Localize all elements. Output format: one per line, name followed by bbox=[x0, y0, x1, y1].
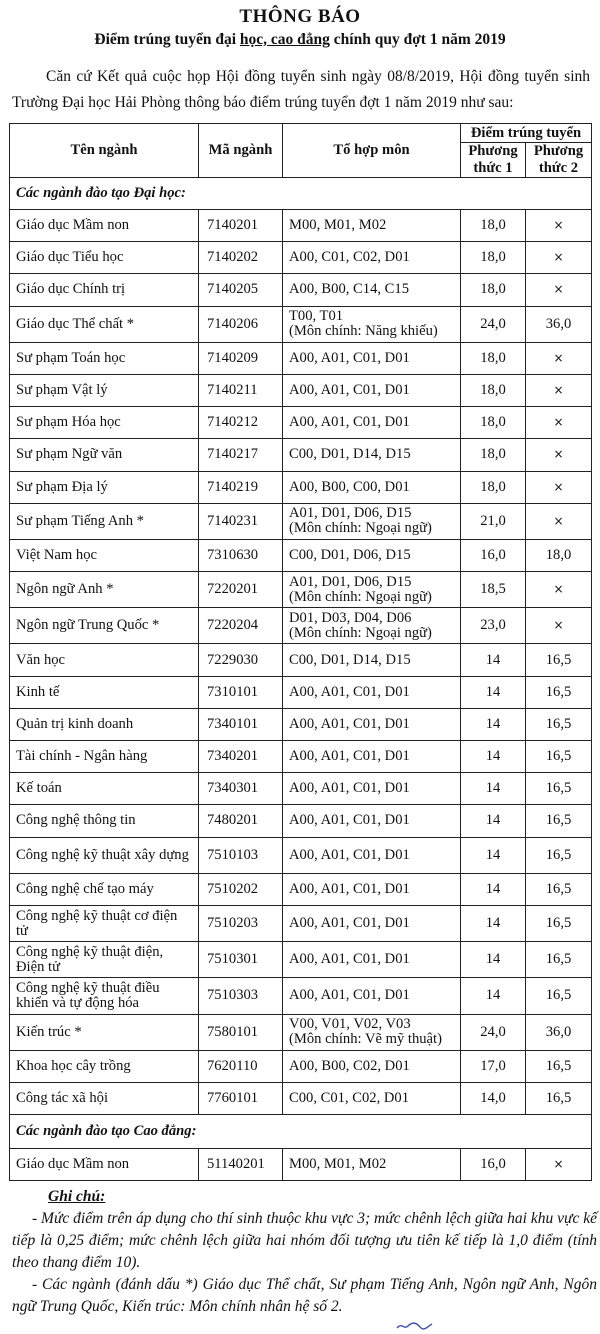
table-row bbox=[10, 741, 592, 773]
score-method-1: 14 bbox=[461, 905, 526, 941]
table-row bbox=[10, 978, 592, 1014]
major-name: Công nghệ thông tin bbox=[10, 805, 199, 837]
major-code: 7140201 bbox=[199, 210, 283, 242]
major-name: Công nghệ chế tạo máy bbox=[10, 873, 199, 905]
major-code: 7220204 bbox=[199, 608, 283, 644]
major-name: Giáo dục Thể chất * bbox=[10, 306, 199, 342]
subtitle-post: chính quy đợt 1 năm 2019 bbox=[329, 31, 506, 48]
score-method-2: 16,5 bbox=[526, 644, 592, 676]
score-method-1: 14,0 bbox=[461, 1082, 526, 1114]
score-method-2: 16,5 bbox=[526, 942, 592, 978]
score-method-1: 14 bbox=[461, 942, 526, 978]
major-code: 7760101 bbox=[199, 1082, 283, 1114]
table-row bbox=[10, 306, 592, 342]
major-name: Công nghệ kỹ thuật điều khiển và tự động hóa bbox=[10, 978, 199, 1014]
table-row bbox=[10, 471, 592, 503]
table-row bbox=[10, 873, 592, 905]
major-code: 7310101 bbox=[199, 676, 283, 708]
subject-combination: A00, A01, C01, D01 bbox=[283, 741, 461, 773]
subject-combination: A00, B00, C14, C15 bbox=[283, 274, 461, 306]
score-method-2: 16,5 bbox=[526, 837, 592, 873]
score-method-2: × bbox=[526, 439, 592, 471]
document-title: THÔNG BÁO bbox=[239, 6, 361, 27]
subject-combination: A00, A01, C01, D01 bbox=[283, 942, 461, 978]
subject-combination: C00, D01, D06, D15 bbox=[283, 539, 461, 571]
score-method-1: 14 bbox=[461, 741, 526, 773]
score-method-1: 17,0 bbox=[461, 1050, 526, 1082]
major-code: 7140206 bbox=[199, 306, 283, 342]
score-method-2: 16,5 bbox=[526, 773, 592, 805]
admission-scores-table bbox=[9, 123, 592, 1181]
subject-combination: A00, A01, C01, D01 bbox=[283, 708, 461, 740]
header-method-1: Phương thức 1 bbox=[461, 143, 526, 178]
table-body bbox=[10, 178, 592, 1181]
score-method-1: 14 bbox=[461, 676, 526, 708]
major-name: Công tác xã hội bbox=[10, 1082, 199, 1114]
subject-combination: A00, C01, C02, D01 bbox=[283, 242, 461, 274]
major-code: 7140212 bbox=[199, 407, 283, 439]
score-method-2: × bbox=[526, 342, 592, 374]
subject-combination: C00, D01, D14, D15 bbox=[283, 439, 461, 471]
table-row bbox=[10, 676, 592, 708]
major-name: Kinh tế bbox=[10, 676, 199, 708]
score-method-1: 14 bbox=[461, 837, 526, 873]
table-row bbox=[10, 1149, 592, 1181]
subject-combination: A00, A01, C01, D01 bbox=[283, 873, 461, 905]
score-method-2: 36,0 bbox=[526, 1014, 592, 1050]
table-row bbox=[10, 942, 592, 978]
table-row bbox=[10, 439, 592, 471]
subject-combination: C00, C01, C02, D01 bbox=[283, 1082, 461, 1114]
header-combo: Tổ hợp môn bbox=[283, 124, 461, 178]
score-method-2: × bbox=[526, 503, 592, 539]
major-name: Quản trị kinh doanh bbox=[10, 708, 199, 740]
major-code: 7220201 bbox=[199, 572, 283, 608]
major-name: Tài chính - Ngân hàng bbox=[10, 741, 199, 773]
major-code: 7510303 bbox=[199, 978, 283, 1014]
major-name: Sư phạm Tiếng Anh * bbox=[10, 503, 199, 539]
table-row bbox=[10, 572, 592, 608]
major-name: Công nghệ kỹ thuật xây dựng bbox=[10, 837, 199, 873]
major-name: Sư phạm Ngữ văn bbox=[10, 439, 199, 471]
score-method-1: 18,0 bbox=[461, 439, 526, 471]
major-name: Kế toán bbox=[10, 773, 199, 805]
score-method-1: 14 bbox=[461, 708, 526, 740]
note-2: - Các ngành (đánh dấu *) Giáo dục Thể chất, Sư phạm Tiếng Anh, Ngôn ngữ Anh, Ngôn ngữ Trung Quốc, Kiến trúc: Môn chính nhân hệ số 2. bbox=[12, 1276, 597, 1315]
score-method-1: 14 bbox=[461, 773, 526, 805]
document-subtitle bbox=[0, 31, 600, 49]
major-code: 7140217 bbox=[199, 439, 283, 471]
header-score: Điểm trúng tuyển bbox=[461, 124, 592, 143]
major-code: 7340301 bbox=[199, 773, 283, 805]
table-row bbox=[10, 503, 592, 539]
score-method-1: 14 bbox=[461, 805, 526, 837]
table-row bbox=[10, 905, 592, 941]
subject-combination: A00, A01, C01, D01 bbox=[283, 837, 461, 873]
score-method-1: 18,5 bbox=[461, 572, 526, 608]
score-method-2: × bbox=[526, 274, 592, 306]
major-code: 7510203 bbox=[199, 905, 283, 941]
header-code: Mã ngành bbox=[199, 124, 283, 178]
score-method-1: 18,0 bbox=[461, 210, 526, 242]
subject-combination-line-1: A01, D01, D06, D15 bbox=[289, 573, 412, 590]
subject-combination: A00, A01, C01, D01 bbox=[283, 978, 461, 1014]
major-code: 7140231 bbox=[199, 503, 283, 539]
score-method-1: 16,0 bbox=[461, 539, 526, 571]
subject-combination bbox=[283, 572, 461, 608]
subject-combination-line-2: (Môn chính: Ngoại ngữ) bbox=[289, 624, 432, 641]
subject-combination: A00, A01, C01, D01 bbox=[283, 805, 461, 837]
major-name: Ngôn ngữ Trung Quốc * bbox=[10, 608, 199, 644]
score-method-1: 14 bbox=[461, 644, 526, 676]
major-code: 7140209 bbox=[199, 342, 283, 374]
table-row bbox=[10, 773, 592, 805]
subject-combination: A00, A01, C01, D01 bbox=[283, 342, 461, 374]
major-name: Kiến trúc * bbox=[10, 1014, 199, 1050]
score-method-2: × bbox=[526, 1149, 592, 1181]
score-method-1: 14 bbox=[461, 873, 526, 905]
section-college: Các ngành đào tạo Cao đẳng: bbox=[10, 1115, 592, 1149]
score-method-2: × bbox=[526, 242, 592, 274]
major-name: Sư phạm Hóa học bbox=[10, 407, 199, 439]
score-method-1: 23,0 bbox=[461, 608, 526, 644]
score-method-1: 24,0 bbox=[461, 1014, 526, 1050]
header-name: Tên ngành bbox=[10, 124, 199, 178]
score-method-2: 16,5 bbox=[526, 873, 592, 905]
subject-combination: A00, A01, C01, D01 bbox=[283, 773, 461, 805]
major-code: 7510202 bbox=[199, 873, 283, 905]
notes-heading: Ghi chú: bbox=[48, 1188, 106, 1205]
section-university: Các ngành đào tạo Đại học: bbox=[10, 178, 592, 210]
intro-paragraph: Căn cứ Kết quả cuộc họp Hội đồng tuyển sinh ngày 08/8/2019, Hội đồng tuyển sinh Trường Đại học Hải Phòng thông báo điểm trúng tuyển đợt 1 năm 2019 như sau: bbox=[12, 68, 590, 111]
major-name: Giáo dục Mầm non bbox=[10, 210, 199, 242]
table-row bbox=[10, 1014, 592, 1050]
note-1: - Mức điểm trên áp dụng cho thí sinh thuộc khu vực 3; mức chênh lệch giữa hai khu vực kế tiếp là 0,25 điểm; mức chênh lệch giữa hai nhóm đối tượng ưu tiên kế tiếp là 1,0 điểm (tính theo thang điểm 10). bbox=[12, 1210, 597, 1271]
subject-combination: A00, A01, C01, D01 bbox=[283, 407, 461, 439]
table-row bbox=[10, 342, 592, 374]
subject-combination: M00, M01, M02 bbox=[283, 1149, 461, 1181]
score-method-2: × bbox=[526, 210, 592, 242]
subject-combination: A00, A01, C01, D01 bbox=[283, 374, 461, 406]
table-row bbox=[10, 539, 592, 571]
score-method-1: 18,0 bbox=[461, 374, 526, 406]
subtitle-pre: Điểm trúng tuyển đại bbox=[94, 31, 240, 48]
table-row bbox=[10, 1082, 592, 1114]
major-name: Giáo dục Chính trị bbox=[10, 274, 199, 306]
table-row bbox=[10, 1050, 592, 1082]
major-name: Công nghệ kỹ thuật cơ điện tử bbox=[10, 905, 199, 941]
score-method-2: 16,5 bbox=[526, 741, 592, 773]
table-row bbox=[10, 374, 592, 406]
major-name: Sư phạm Vật lý bbox=[10, 374, 199, 406]
signature-mark-icon bbox=[394, 1318, 434, 1332]
subject-combination-line-1: T00, T01 bbox=[289, 308, 344, 325]
score-method-2: × bbox=[526, 608, 592, 644]
subject-combination-line-1: D01, D03, D04, D06 bbox=[289, 609, 412, 626]
score-method-2: × bbox=[526, 407, 592, 439]
subject-combination-line-2: (Môn chính: Ngoại ngữ) bbox=[289, 588, 432, 605]
header-method-2: Phương thức 2 bbox=[526, 143, 592, 178]
score-method-1: 18,0 bbox=[461, 274, 526, 306]
subject-combination bbox=[283, 503, 461, 539]
major-code: 7480201 bbox=[199, 805, 283, 837]
score-method-1: 18,0 bbox=[461, 407, 526, 439]
table-row bbox=[10, 407, 592, 439]
major-code: 7140202 bbox=[199, 242, 283, 274]
subject-combination-line-2: (Môn chính: Vẽ mỹ thuật) bbox=[289, 1031, 442, 1048]
subject-combination-line-2: (Môn chính: Ngoại ngữ) bbox=[289, 520, 432, 537]
subject-combination: C00, D01, D14, D15 bbox=[283, 644, 461, 676]
major-code: 7510103 bbox=[199, 837, 283, 873]
major-name: Giáo dục Mầm non bbox=[10, 1149, 199, 1181]
major-name: Giáo dục Tiểu học bbox=[10, 242, 199, 274]
score-method-2: 16,5 bbox=[526, 905, 592, 941]
major-code: 7340101 bbox=[199, 708, 283, 740]
subtitle-mid: học, cao đẳng bbox=[239, 31, 330, 48]
major-code: 7229030 bbox=[199, 644, 283, 676]
score-method-2: × bbox=[526, 471, 592, 503]
major-name: Sư phạm Địa lý bbox=[10, 471, 199, 503]
score-method-2: 36,0 bbox=[526, 306, 592, 342]
table-row bbox=[10, 608, 592, 644]
notes bbox=[12, 1186, 597, 1318]
score-method-2: × bbox=[526, 572, 592, 608]
table-row bbox=[10, 274, 592, 306]
major-name: Công nghệ kỹ thuật điện, Điện tử bbox=[10, 942, 199, 978]
score-method-2: 16,5 bbox=[526, 978, 592, 1014]
score-method-1: 16,0 bbox=[461, 1149, 526, 1181]
major-code: 7510301 bbox=[199, 942, 283, 978]
major-code: 51140201 bbox=[199, 1149, 283, 1181]
subject-combination: A00, B00, C02, D01 bbox=[283, 1050, 461, 1082]
subject-combination-line-1: V00, V01, V02, V03 bbox=[289, 1016, 411, 1033]
table-row bbox=[10, 242, 592, 274]
major-name: Sư phạm Toán học bbox=[10, 342, 199, 374]
subject-combination: M00, M01, M02 bbox=[283, 210, 461, 242]
major-name: Khoa học cây trồng bbox=[10, 1050, 199, 1082]
score-method-2: 16,5 bbox=[526, 1082, 592, 1114]
major-code: 7140205 bbox=[199, 274, 283, 306]
subject-combination bbox=[283, 608, 461, 644]
score-method-2: 16,5 bbox=[526, 1050, 592, 1082]
subject-combination: A00, A01, C01, D01 bbox=[283, 905, 461, 941]
major-name: Việt Nam học bbox=[10, 539, 199, 571]
score-method-1: 18,0 bbox=[461, 471, 526, 503]
score-method-1: 14 bbox=[461, 978, 526, 1014]
table-row bbox=[10, 644, 592, 676]
score-method-2: 16,5 bbox=[526, 805, 592, 837]
score-method-1: 18,0 bbox=[461, 342, 526, 374]
subject-combination-line-2: (Môn chính: Năng khiếu) bbox=[289, 323, 438, 340]
subject-combination bbox=[283, 1014, 461, 1050]
table-row bbox=[10, 837, 592, 873]
subject-combination-line-1: A01, D01, D06, D15 bbox=[289, 505, 412, 522]
score-method-1: 18,0 bbox=[461, 242, 526, 274]
table-row bbox=[10, 805, 592, 837]
score-method-1: 21,0 bbox=[461, 503, 526, 539]
table-row bbox=[10, 210, 592, 242]
score-method-2: 16,5 bbox=[526, 708, 592, 740]
score-method-2: 16,5 bbox=[526, 676, 592, 708]
major-code: 7140219 bbox=[199, 471, 283, 503]
score-method-1: 24,0 bbox=[461, 306, 526, 342]
subject-combination: A00, A01, C01, D01 bbox=[283, 676, 461, 708]
major-name: Ngôn ngữ Anh * bbox=[10, 572, 199, 608]
major-code: 7140211 bbox=[199, 374, 283, 406]
score-method-2: × bbox=[526, 374, 592, 406]
major-code: 7340201 bbox=[199, 741, 283, 773]
major-code: 7620110 bbox=[199, 1050, 283, 1082]
score-method-2: 18,0 bbox=[526, 539, 592, 571]
major-name: Văn học bbox=[10, 644, 199, 676]
subject-combination: A00, B00, C00, D01 bbox=[283, 471, 461, 503]
major-code: 7310630 bbox=[199, 539, 283, 571]
subject-combination bbox=[283, 306, 461, 342]
major-code: 7580101 bbox=[199, 1014, 283, 1050]
table-row bbox=[10, 708, 592, 740]
